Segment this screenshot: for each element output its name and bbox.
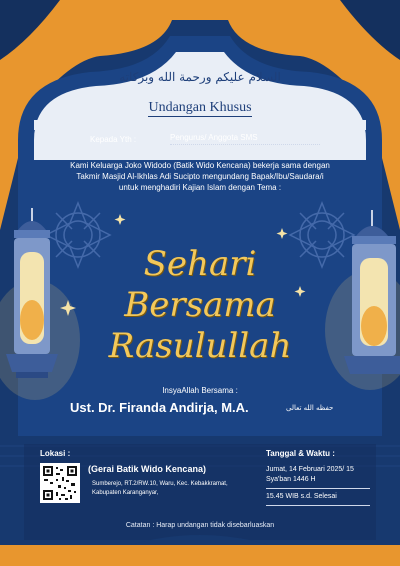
venue-name: (Gerai Batik Wido Kencana) — [88, 464, 206, 474]
location-label: Lokasi : — [40, 449, 71, 458]
speaker-intro: InsyaAllah Bersama : — [162, 386, 238, 395]
recipient-label: Kepada Yth : — [90, 135, 137, 144]
footer-note: Catatan : Harap undangan tidak disebarluaskan — [125, 522, 275, 529]
theme-line-3: Rasulullah — [108, 326, 292, 366]
schedule-divider-2 — [266, 505, 370, 506]
recipient-value: Pengurus/ Anggota SMS — [170, 133, 320, 145]
intro-text: Kami Keluarga Joko Widodo (Batik Wido Kencana) bekerja sama dengan Takmir Masjid Al-Ikhlas Adi Sucipto mengundang Bapak/Ibu/Saudara/i untuk menghadiri Kajian Islam dengan Tema : — [70, 161, 330, 192]
qr-code-icon[interactable] — [40, 463, 80, 503]
theme-line-2: Bersama — [124, 285, 276, 325]
venue-address: Sumberejo, RT.2/RW.10, Waru, Kec. Kebakkramat, Kabupaten Karanganyar, — [92, 481, 228, 496]
theme-line-1: Sehari — [143, 244, 257, 284]
schedule-date: Jumat, 14 Februari 2025/ 15 Sya'ban 1446 H — [266, 466, 354, 483]
schedule-label: Tanggal & Waktu : — [266, 449, 335, 458]
greeting-arabic: السلام عليكم ورحمة الله وبركاته — [119, 70, 281, 84]
speaker-honorific: حفظه الله تعالى — [286, 404, 334, 412]
speaker-name: Ust. Dr. Firanda Andirja, M.A. — [70, 400, 249, 415]
page-title — [0, 100, 400, 116]
schedule-divider — [266, 488, 370, 489]
page-title-text: Undangan Khusus — [148, 100, 252, 115]
schedule-time: 15.45 WIB s.d. Selesai — [266, 493, 337, 500]
